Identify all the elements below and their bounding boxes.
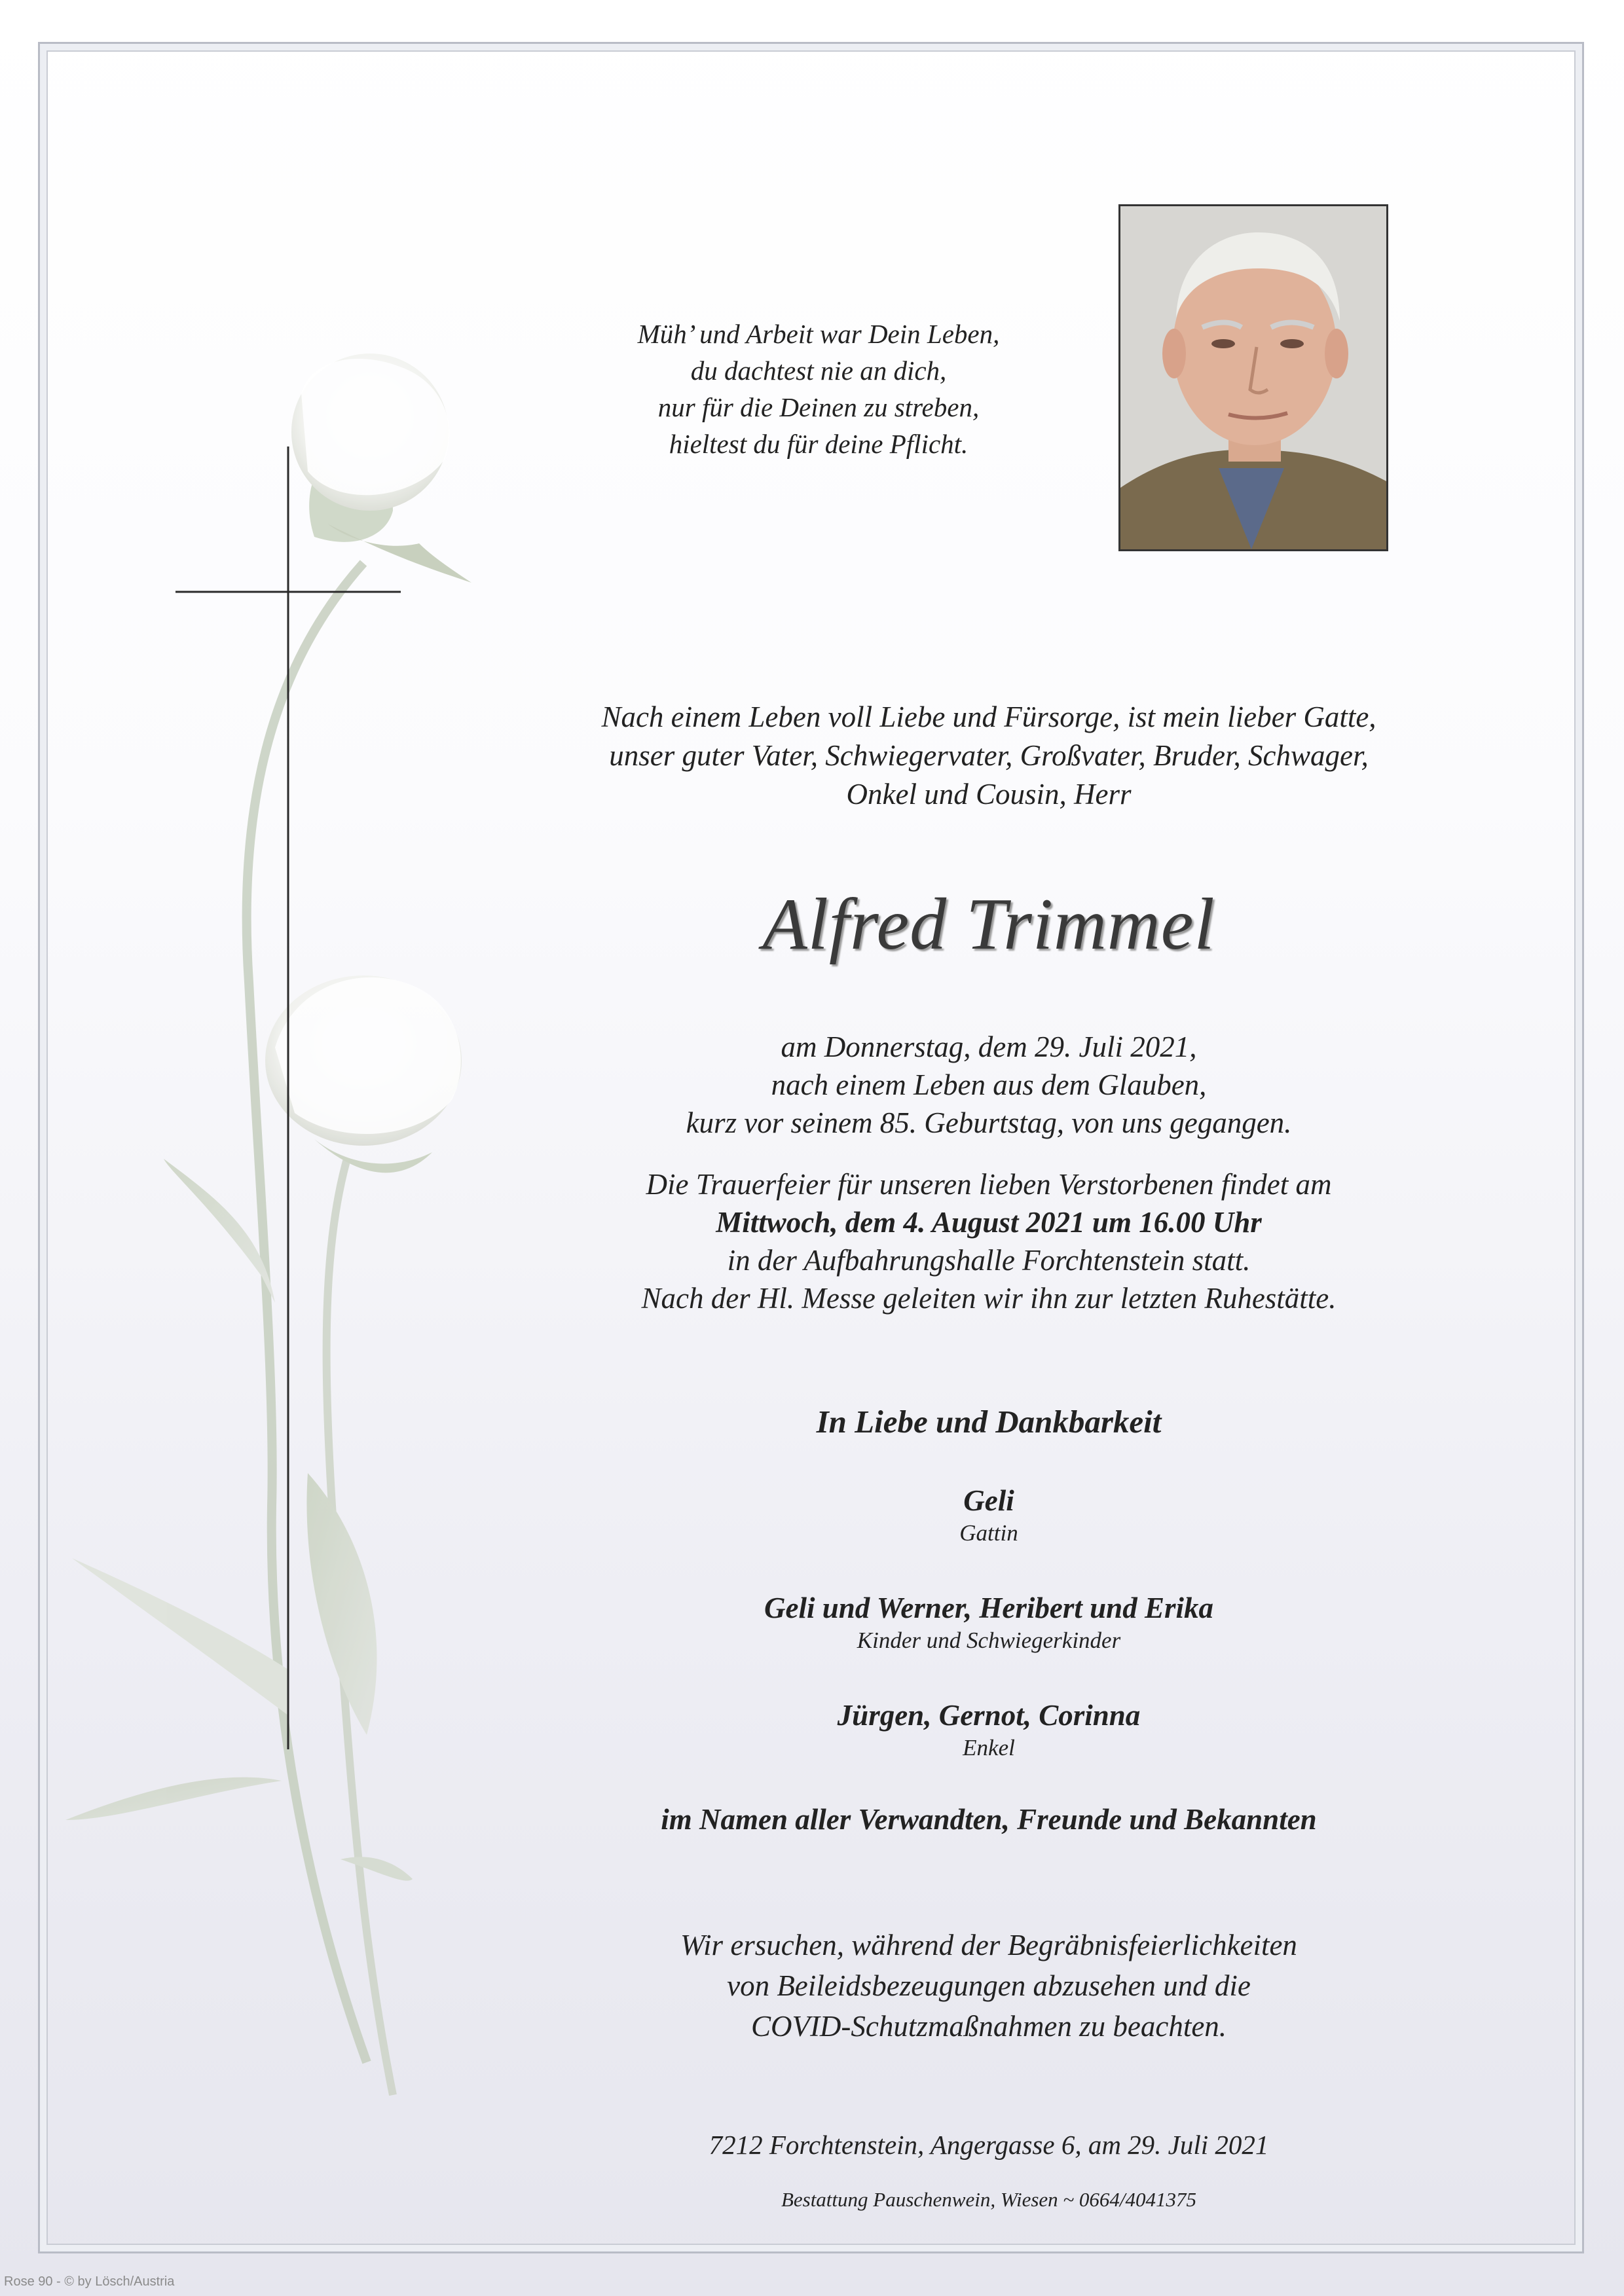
intro-line: Onkel und Cousin, Herr bbox=[846, 778, 1132, 811]
family-relation: Gattin bbox=[959, 1520, 1018, 1546]
memorial-poem bbox=[563, 316, 1074, 462]
ceremony-line: Die Trauerfeier für unseren lieben Verstorbenen findet am bbox=[646, 1168, 1332, 1201]
request-line: COVID-Schutzmaßnahmen zu beachten. bbox=[750, 2010, 1227, 2043]
family-names: Jürgen, Gernot, Corinna bbox=[837, 1699, 1141, 1732]
ceremony-date-time: Mittwoch, dem 4. August 2021 um 16.00 Uhr bbox=[716, 1206, 1262, 1239]
family-group bbox=[589, 1590, 1388, 1655]
intro-line: unser guter Vater, Schwiegervater, Großvater, Bruder, Schwager, bbox=[609, 739, 1369, 772]
request-line: Wir ersuchen, während der Begräbnisfeierlichkeiten bbox=[680, 1929, 1297, 1961]
ceremony-info bbox=[511, 1165, 1467, 1317]
family-relation: Kinder und Schwiegerkinder bbox=[857, 1628, 1121, 1653]
place-date: 7212 Forchtenstein, Angergasse 6, am 29. Juli 2021 bbox=[709, 2130, 1269, 2160]
request-line: von Beileidsbezeugungen abzusehen und die bbox=[727, 1969, 1251, 2002]
copyright-footer: Rose 90 - © by Lösch/Austria bbox=[4, 2274, 175, 2289]
closing-phrase: In Liebe und Dankbarkeit bbox=[816, 1404, 1162, 1440]
poem-line: Müh’ und Arbeit war Dein Leben, bbox=[637, 319, 1000, 349]
family-names: Geli bbox=[963, 1484, 1014, 1517]
on-behalf-line: im Namen aller Verwandten, Freunde und Bekannten bbox=[661, 1803, 1317, 1836]
family-names: Geli und Werner, Heribert und Erika bbox=[764, 1592, 1213, 1624]
ceremony-line: Nach der Hl. Messe geleiten wir ihn zur letzten Ruhestätte. bbox=[641, 1282, 1337, 1315]
poem-line: nur für die Deinen zu streben, bbox=[657, 392, 980, 422]
intro-line: Nach einem Leben voll Liebe und Fürsorge, ist mein lieber Gatte, bbox=[601, 701, 1376, 733]
death-line: kurz vor seinem 85. Geburtstag, von uns gegangen. bbox=[686, 1106, 1292, 1139]
poem-line: hieltest du für deine Pflicht. bbox=[669, 429, 969, 459]
condolence-request bbox=[576, 1925, 1401, 2047]
death-notice bbox=[576, 1028, 1401, 1142]
portrait-photo bbox=[1118, 204, 1388, 551]
deceased-name: Alfred Trimmel bbox=[762, 884, 1215, 965]
family-group bbox=[589, 1482, 1388, 1548]
family-relation: Enkel bbox=[963, 1735, 1015, 1760]
death-line: am Donnerstag, dem 29. Juli 2021, bbox=[781, 1030, 1197, 1063]
undertaker-info: Bestattung Pauschenwein, Wiesen ~ 0664/4041375 bbox=[781, 2188, 1197, 2211]
ceremony-line: in der Aufbahrungshalle Forchtenstein statt. bbox=[727, 1244, 1251, 1277]
death-line: nach einem Leben aus dem Glauben, bbox=[771, 1068, 1207, 1101]
family-group bbox=[589, 1697, 1388, 1762]
intro-text bbox=[511, 698, 1467, 814]
poem-line: du dachtest nie an dich, bbox=[690, 355, 947, 386]
